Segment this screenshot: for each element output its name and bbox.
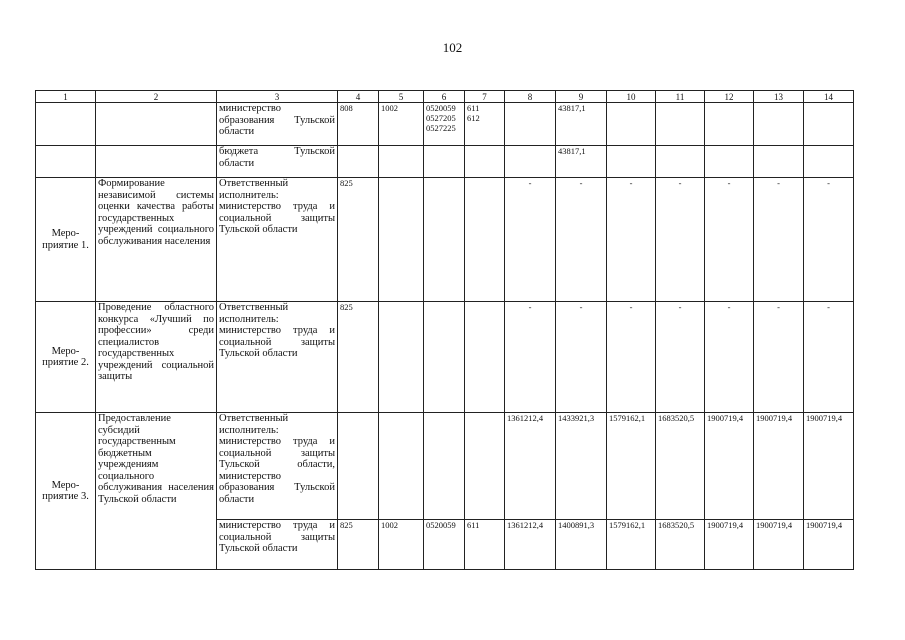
value-cell: 1683520,5 (656, 413, 705, 520)
value-cell: 1900719,4 (705, 520, 754, 570)
col-header: 4 (338, 91, 379, 103)
dash-cell: - (556, 178, 607, 302)
value-cell: 1900719,4 (754, 413, 804, 520)
value-cell: 1400891,3 (556, 520, 607, 570)
cell (96, 103, 217, 146)
col-header: 2 (96, 91, 217, 103)
col-header: 7 (465, 91, 505, 103)
executor-cell: Ответственный исполнитель: министерство труда и социальной защиты Тульской области (217, 178, 338, 302)
value-cell: 1433921,3 (556, 413, 607, 520)
col-header: 9 (556, 91, 607, 103)
col-header: 13 (754, 91, 804, 103)
col-header: 14 (804, 91, 854, 103)
dash-cell: - (804, 178, 854, 302)
measure-label: Меро- приятие 3. (36, 413, 96, 570)
executor-cell: Ответственный исполнитель: министерство труда и социальной защиты Тульской области, министерство образования Тульской области (217, 413, 338, 520)
table-row (36, 103, 854, 146)
grbs-cell: 808 (338, 103, 379, 146)
value-cell: 1579162,1 (607, 413, 656, 520)
vr-cell: 611 (465, 520, 505, 570)
dash-cell: - (754, 178, 804, 302)
dash-cell: - (607, 178, 656, 302)
executor-cell: министерство труда и социальной защиты Тульской области (217, 520, 338, 570)
value-cell: 1900719,4 (804, 520, 854, 570)
dash-cell: - (705, 178, 754, 302)
cell (505, 103, 556, 146)
grbs-cell: 825 (338, 178, 379, 302)
measure-name: Формирование независимой системы оценки качества работы государственных учреждений социального обслуживания населения (96, 178, 217, 302)
csr-cell: 0520059 0527205 0527225 (424, 103, 465, 146)
value-cell: 1900719,4 (705, 413, 754, 520)
rzpr-cell: 1002 (379, 103, 424, 146)
measure-label: Меро- приятие 1. (36, 178, 96, 302)
col-header: 1 (36, 91, 96, 103)
table-row-measure-2 (36, 302, 854, 413)
col-header: 5 (379, 91, 424, 103)
col-header: 6 (424, 91, 465, 103)
col-header: 11 (656, 91, 705, 103)
vr-cell: 611 612 (465, 103, 505, 146)
value-cell: 1683520,5 (656, 520, 705, 570)
dash-cell: - (505, 178, 556, 302)
cell (36, 103, 96, 146)
col-header: 8 (505, 91, 556, 103)
value-cell: 1900719,4 (754, 520, 804, 570)
value-cell: 1579162,1 (607, 520, 656, 570)
value-cell: 1361212,4 (505, 520, 556, 570)
value-cell: 43817,1 (556, 146, 607, 178)
grbs-cell: 825 (338, 302, 379, 413)
measure-name: Проведение областного конкурса «Лучший по профессии» среди специалистов государственных учреждений социальной защиты (96, 302, 217, 413)
executor-cell: бюджета Тульской области (217, 146, 338, 178)
dash-cell: - (607, 302, 656, 413)
dash-cell: - (804, 302, 854, 413)
measure-label: Меро- приятие 2. (36, 302, 96, 413)
dash-cell: - (705, 302, 754, 413)
executor-cell: Ответственный исполнитель: министерство труда и социальной защиты Тульской области (217, 302, 338, 413)
value-cell: 43817,1 (556, 103, 607, 146)
table-row-measure-1 (36, 178, 854, 302)
col-header: 3 (217, 91, 338, 103)
dash-cell: - (656, 302, 705, 413)
grbs-cell: 825 (338, 520, 379, 570)
table-row-measure-3 (36, 413, 854, 520)
col-header: 12 (705, 91, 754, 103)
executor-cell: министерство образования Тульской области (217, 103, 338, 146)
page-number: 102 (442, 40, 463, 55)
table-row (36, 146, 854, 178)
dash-cell: - (754, 302, 804, 413)
budget-table (35, 90, 854, 570)
value-cell: 1361212,4 (505, 413, 556, 520)
col-header: 10 (607, 91, 656, 103)
rzpr-cell: 1002 (379, 520, 424, 570)
value-cell: 1900719,4 (804, 413, 854, 520)
header-row (36, 91, 854, 103)
measure-name: Предоставление субсидий государственным бюджетным учреждениям социального обслуживания населения Тульской области (96, 413, 217, 570)
dash-cell: - (505, 302, 556, 413)
csr-cell: 0520059 (424, 520, 465, 570)
dash-cell: - (556, 302, 607, 413)
dash-cell: - (656, 178, 705, 302)
